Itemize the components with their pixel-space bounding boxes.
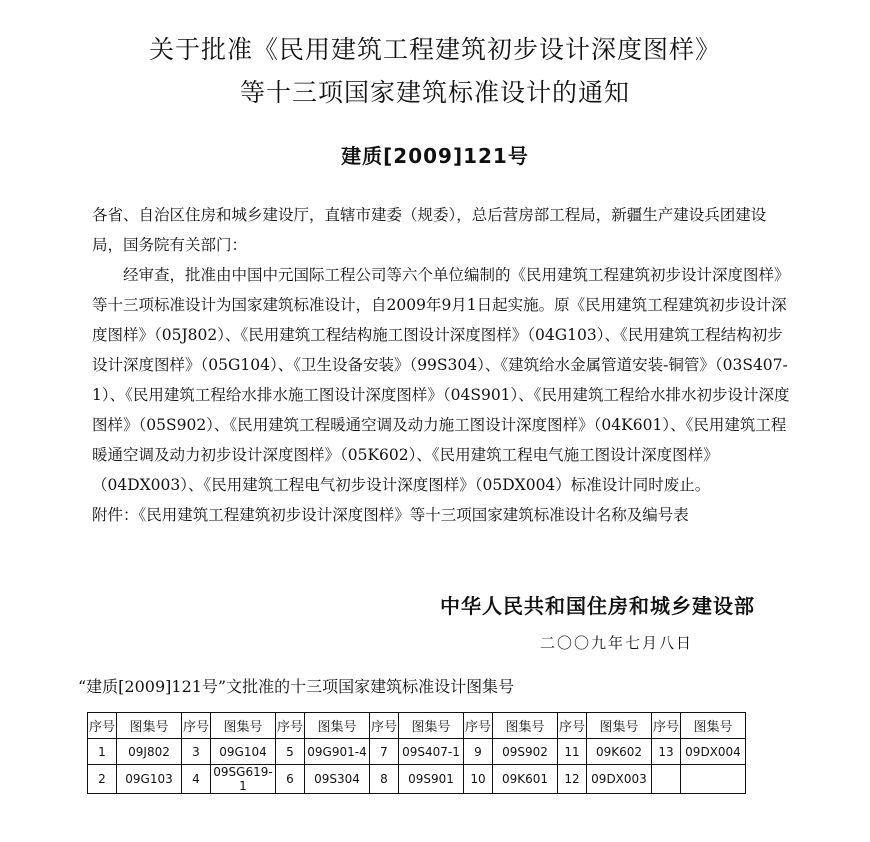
header-code: 图集号 (681, 713, 746, 739)
seq-cell: 13 (652, 739, 681, 765)
code-cell: 09S902 (493, 739, 558, 765)
seq-cell: 5 (276, 739, 305, 765)
seq-cell: 10 (464, 765, 493, 794)
code-cell: 09S901 (399, 765, 464, 794)
header-seq: 序号 (652, 713, 681, 739)
code-cell: 09DX003 (587, 765, 652, 794)
body-paragraph: 经审查，批准由中国中元国际工程公司等六个单位编制的《民用建筑工程建筑初步设计深度图样》等十三项标准设计为国家建筑标准设计，自2009年9月1日起实施。原《民用建筑工程建筑初步设计深度图样》（05J802）、《民用建筑工程结构施工图设计深度图样》（04G103）、《民用建筑工程结构初步设计深度图样》（05G104）、《卫生设备安装》（99S304）、《建筑给水金属管道安装-铜管》（03S407-1）、《民用建筑工程给水排水施工图设计深度图样》（04S901）、《民用建筑工程给水排水初步设计深度图样》（05S902）、《民用建筑工程暖通空调及动力施工图设计深度图样》（04K601）、《民用建筑工程暖通空调及动力初步设计深度图样》（05K602）、《民用建筑工程电气施工图设计深度图样》（04DX003）、《民用建筑工程电气初步设计深度图样》（05DX004）标准设计同时废止。 (92, 266, 790, 494)
seq-cell: 1 (88, 739, 117, 765)
code-cell (681, 765, 746, 794)
title-line-2: 等十三项国家建筑标准设计的通知 (239, 78, 630, 107)
code-cell: 09K602 (587, 739, 652, 765)
code-cell: 09K601 (493, 765, 558, 794)
header-seq: 序号 (464, 713, 493, 739)
title-line-1: 关于批准《民用建筑工程建筑初步设计深度图样》 (148, 35, 721, 64)
header-code: 图集号 (399, 713, 464, 739)
seq-cell (652, 765, 681, 794)
table-header-row (88, 713, 746, 739)
header-seq: 序号 (88, 713, 117, 739)
header-code: 图集号 (211, 713, 276, 739)
code-cell: 09S407-1 (399, 739, 464, 765)
addressee: 各省、自治区住房和城乡建设厅，直辖市建委（规委），总后营房部工程局，新疆生产建设兵团建设局，国务院有关部门： (92, 206, 767, 254)
header-code: 图集号 (493, 713, 558, 739)
seq-cell: 2 (88, 765, 117, 794)
seq-cell: 3 (182, 739, 211, 765)
header-seq: 序号 (276, 713, 305, 739)
table-row (88, 765, 746, 794)
header-code: 图集号 (305, 713, 370, 739)
seq-cell: 9 (464, 739, 493, 765)
attachment-line: 附件：《民用建筑工程建筑初步设计深度图样》等十三项国家建筑标准设计名称及编号表 (92, 506, 689, 524)
issue-date: 二〇〇九年七月八日 (540, 634, 694, 652)
seq-cell: 6 (276, 765, 305, 794)
seq-cell: 8 (370, 765, 399, 794)
seq-cell: 7 (370, 739, 399, 765)
seq-cell: 11 (558, 739, 587, 765)
code-cell: 09G104 (211, 739, 276, 765)
table-title: “建质[2009]121号”文批准的十三项国家建筑标准设计图集号 (78, 677, 515, 696)
header-seq: 序号 (182, 713, 211, 739)
table-row (88, 739, 746, 765)
code-cell: 09J802 (117, 739, 182, 765)
seq-cell: 12 (558, 765, 587, 794)
notice-body (92, 200, 792, 530)
header-seq: 序号 (558, 713, 587, 739)
code-cell: 09S304 (305, 765, 370, 794)
header-code: 图集号 (117, 713, 182, 739)
standards-table (87, 712, 746, 794)
header-seq: 序号 (370, 713, 399, 739)
code-cell: 09SG619-1 (211, 765, 276, 794)
code-cell: 09G901-4 (305, 739, 370, 765)
issuing-authority: 中华人民共和国住房和城乡建设部 (440, 594, 755, 618)
document-number: 建质[2009]121号 (341, 144, 529, 168)
header-code: 图集号 (587, 713, 652, 739)
seq-cell: 4 (182, 765, 211, 794)
code-cell: 09G103 (117, 765, 182, 794)
code-cell: 09DX004 (681, 739, 746, 765)
